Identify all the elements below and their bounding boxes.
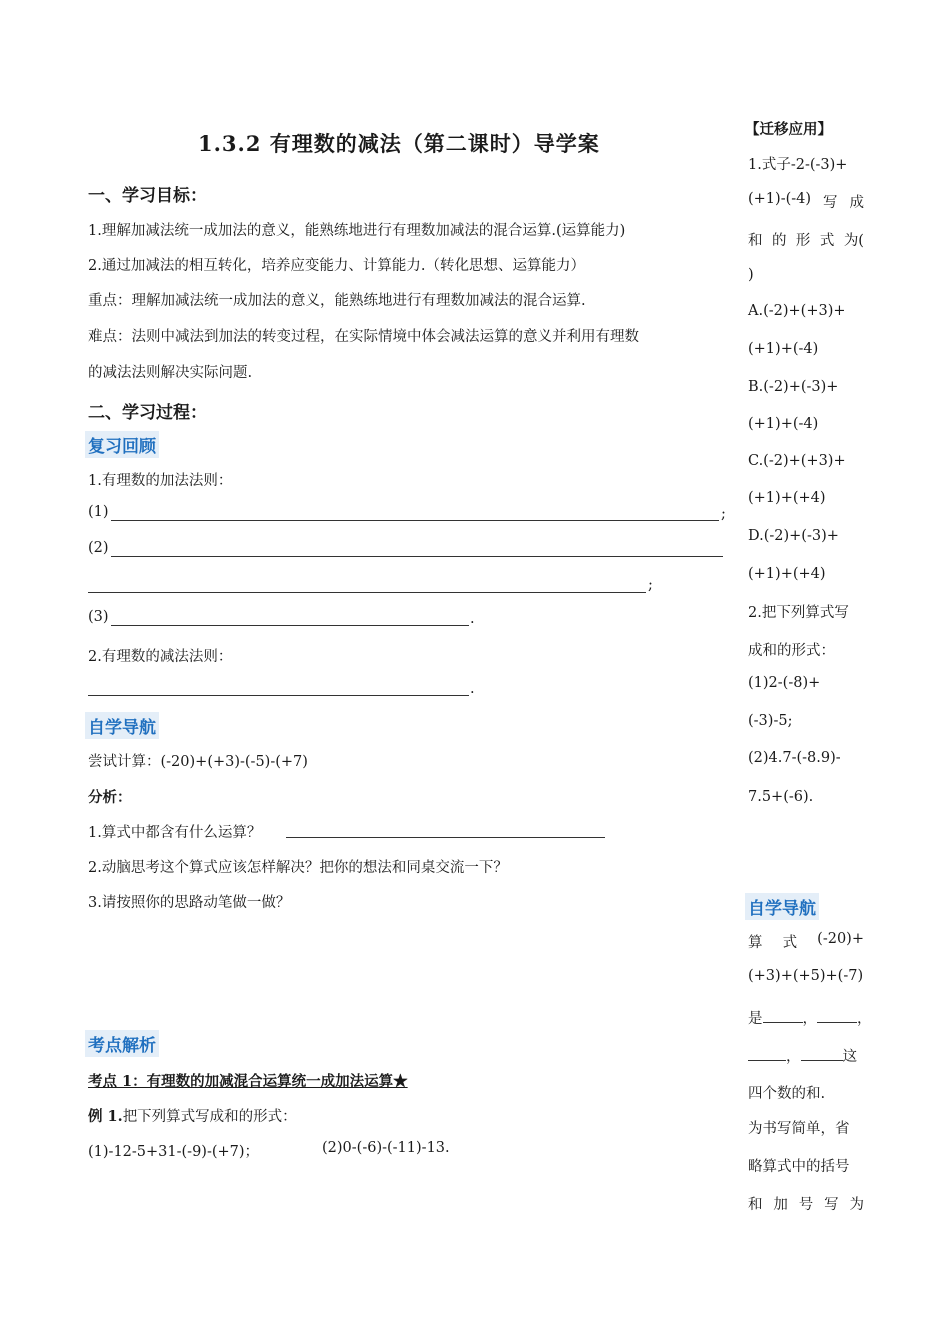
key-points-label: 考点解析 bbox=[85, 1030, 159, 1057]
side-nav-comma: ， bbox=[786, 1049, 801, 1065]
difficulty-line-2: 的减法法则解决实际问题. bbox=[88, 365, 253, 381]
option-c-line-2: (+1)+(+4) bbox=[748, 490, 826, 506]
side-q1-line-2 bbox=[748, 191, 864, 212]
side-q2-line-1: 2.把下列算式写 bbox=[748, 605, 849, 621]
side-nav-this: 这 bbox=[842, 1049, 857, 1065]
side-q1-word: 的 bbox=[771, 233, 787, 249]
blank-number-3[interactable] bbox=[748, 1046, 786, 1061]
side-nav-comma: ， bbox=[857, 1011, 872, 1027]
side-q2-line-6: 7.5+(-6). bbox=[748, 789, 814, 805]
option-a-line-2: (+1)+(-4) bbox=[748, 341, 819, 357]
side-q1-word: 式 bbox=[819, 233, 835, 249]
side-q2-line-2: 成和的形式： bbox=[748, 643, 835, 659]
side-nav-word: 和 bbox=[748, 1197, 763, 1213]
answer-line-2a[interactable] bbox=[111, 556, 723, 557]
section-heading-process: 二、学习过程： bbox=[88, 403, 207, 423]
question-1: 1.算式中都含有什么运算？ bbox=[88, 825, 262, 841]
side-nav-is: 是 bbox=[748, 1011, 763, 1027]
side-nav-line-2: (+3)+(+5)+(-7) bbox=[748, 968, 864, 984]
side-nav-word: 算 bbox=[748, 935, 763, 951]
side-nav-word: 号 bbox=[798, 1197, 814, 1213]
side-q1-word: (+1)-(-4) bbox=[748, 191, 812, 207]
example-1-part-2: (2)0-(-6)-(-11)-13. bbox=[322, 1140, 450, 1156]
side-nav-line-1 bbox=[748, 931, 864, 952]
side-nav-word: 为 bbox=[849, 1197, 864, 1213]
side-q1-line-1: 1.式子-2-(-3)+ bbox=[748, 157, 848, 173]
side-q2-line-3: (1)2-(-8)+ bbox=[748, 675, 821, 691]
option-d-line-1: D.(-2)+(-3)+ bbox=[748, 528, 839, 544]
side-q2-line-5: (2)4.7-(-8.9)- bbox=[748, 750, 841, 766]
side-heading: 【迁移应用】 bbox=[745, 121, 832, 138]
side-nav-line-3 bbox=[748, 1007, 872, 1028]
section-heading-objectives: 一、学习目标： bbox=[88, 186, 207, 206]
side-nav-line-7: 略算式中的括号 bbox=[748, 1159, 850, 1175]
subtraction-rule-prompt: 2.有理数的减法法则： bbox=[88, 649, 233, 665]
answer-line-4[interactable] bbox=[88, 695, 469, 696]
side-q1-word: 形 bbox=[795, 233, 811, 249]
side-nav-line-6: 为书写简单，省 bbox=[748, 1121, 850, 1137]
example-1 bbox=[88, 1105, 297, 1126]
blank-end-2: ; bbox=[648, 577, 653, 593]
side-q1-word: 和 bbox=[748, 233, 763, 249]
side-q1-word: 为( bbox=[843, 233, 864, 249]
blank-number-4[interactable] bbox=[801, 1046, 843, 1061]
side-q1-line-4: ) bbox=[748, 267, 754, 283]
objective-2: 2.通过加减法的相互转化，培养应变能力、计算能力.（转化思想、运算能力） bbox=[88, 258, 585, 274]
option-a-line-1: A.(-2)+(+3)+ bbox=[748, 303, 846, 319]
side-q1-word: 写 bbox=[823, 195, 838, 211]
question-2: 2.动脑思考这个算式应该怎样解决？把你的想法和同桌交流一下？ bbox=[88, 860, 508, 876]
side-nav-comma: ， bbox=[802, 1011, 817, 1027]
key-point-1-heading: 考点 1：有理数的加减混合运算统一成加法运算★ bbox=[88, 1073, 408, 1090]
blank-end-4: . bbox=[470, 681, 475, 697]
objective-1: 1.理解加减法统一成加法的意义，能熟练地进行有理数加减法的混合运算.(运算能力) bbox=[88, 223, 626, 239]
blank-end-3: . bbox=[470, 611, 475, 627]
option-d-line-2: (+1)+(+4) bbox=[748, 566, 826, 582]
blank-label-3: (3) bbox=[88, 609, 109, 625]
option-b-line-1: B.(-2)+(-3)+ bbox=[748, 379, 839, 395]
answer-line-1[interactable] bbox=[111, 520, 719, 521]
side-q2-line-4: (-3)-5; bbox=[748, 713, 793, 729]
side-q1-line-3 bbox=[748, 229, 864, 250]
answer-line-2b[interactable] bbox=[88, 592, 646, 593]
question-3: 3.请按照你的思路动笔做一做？ bbox=[88, 895, 291, 911]
example-1-label: 例 1. bbox=[88, 1108, 123, 1125]
side-nav-word: 加 bbox=[773, 1197, 788, 1213]
side-self-study-label: 自学导航 bbox=[745, 893, 819, 920]
side-nav-word: (-20)+ bbox=[817, 931, 864, 947]
self-study-label: 自学导航 bbox=[85, 712, 159, 739]
addition-rule-prompt: 1.有理数的加法法则： bbox=[88, 473, 233, 489]
option-c-line-1: C.(-2)+(+3)+ bbox=[748, 453, 846, 469]
side-nav-word: 写 bbox=[824, 1197, 839, 1213]
blank-number-1[interactable] bbox=[763, 1008, 803, 1023]
blank-end-1: ; bbox=[721, 506, 726, 522]
blank-label-2: (2) bbox=[88, 540, 109, 556]
side-q1-word: 成 bbox=[849, 195, 864, 211]
side-nav-line-8 bbox=[748, 1193, 864, 1214]
example-1-part-1: (1)-12-5+31-(-9)-(+7)； bbox=[88, 1144, 260, 1160]
answer-line-q1[interactable] bbox=[286, 837, 605, 838]
difficulty-line-1: 难点：法则中减法到加法的转变过程，在实际情境中体会减法运算的意义并利用有理数 bbox=[88, 329, 639, 345]
option-b-line-2: (+1)+(-4) bbox=[748, 416, 819, 432]
try-calculation: 尝试计算：(-20)+(+3)-(-5)-(+7) bbox=[88, 754, 308, 770]
blank-number-2[interactable] bbox=[817, 1008, 857, 1023]
answer-line-3[interactable] bbox=[111, 625, 469, 626]
analysis-label: 分析： bbox=[88, 789, 132, 806]
example-1-text: 把下列算式写成和的形式： bbox=[122, 1109, 297, 1125]
page-title: 1.3.2 有理数的减法（第二课时）导学案 bbox=[198, 131, 600, 156]
key-point: 重点：理解加减法统一成加法的意义，能熟练地进行有理数加减法的混合运算. bbox=[88, 293, 586, 309]
blank-label-1: (1) bbox=[88, 504, 109, 520]
side-nav-line-4 bbox=[748, 1045, 857, 1066]
side-nav-line-5: 四个数的和. bbox=[748, 1086, 826, 1102]
side-nav-word: 式 bbox=[782, 935, 798, 951]
review-label: 复习回顾 bbox=[85, 431, 159, 458]
